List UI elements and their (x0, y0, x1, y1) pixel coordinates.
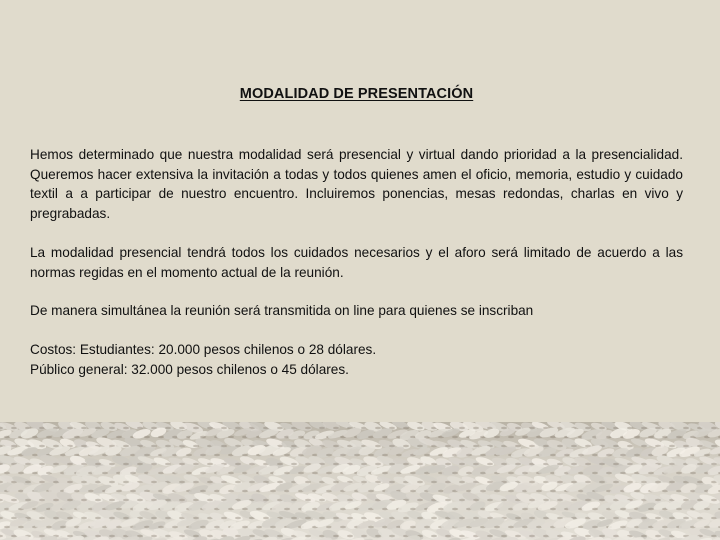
paragraph-online: De manera simultánea la reunión será transmitida on line para quienes se inscriban (30, 303, 534, 318)
costs-block (30, 340, 683, 379)
cost-general: Público general: 32.000 pesos chilenos o 45 dólares. (30, 361, 349, 377)
paragraph-modality: Hemos determinado que nuestra modalidad será presencial y virtual dando prioridad a la presencialidad. Queremos hacer extensiva la invitación a todas y todos quienes amen el oficio, memoria, estudio y cuidado textil a a participar de nuestro encuentro. Incluiremos ponencias, mesas redondas, charlas en vivo y pregrabadas. (30, 147, 683, 221)
cost-students: Costos: Estudiantes: 20.000 pesos chilenos o 28 dólares. (30, 342, 377, 357)
slide-title: MODALIDAD DE PRESENTACIÓN (239, 86, 474, 102)
woven-fabric-image (0, 422, 720, 540)
paragraph-in-person: La modalidad presencial tendrá todos los cuidados necesarios y el aforo será limitado de acuerdo a las normas regidas en el momento actual de la reunión. (30, 245, 683, 280)
